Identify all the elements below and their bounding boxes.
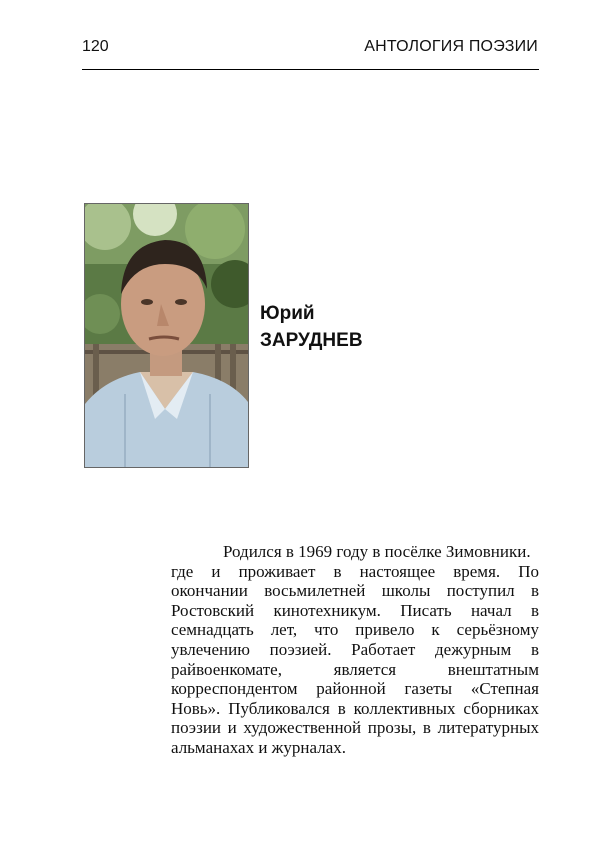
header-rule [82,69,539,70]
bio-line: окончании восьмилетней школы поступил в [171,581,539,601]
running-title: АНТОЛОГИЯ ПОЭЗИИ [364,38,538,55]
author-biography [171,542,539,758]
bio-line: Новь». Публиковался в коллективных сборниках [171,698,539,718]
page-number: 120 [82,38,109,55]
author-portrait [84,203,249,468]
bio-line: райвоенкомате, является внештатным [171,659,539,679]
bio-line: Ростовский кинотехникум. Писать начал в [171,600,539,620]
bio-line: корреспондентом районной газеты «Степная [171,679,539,699]
bio-line: Родился в 1969 году в посёлке Зимовники. [223,542,531,561]
page-header [82,38,538,60]
bio-line: семнадцать лет, что привело к серьёзному [171,620,539,640]
bio-line: где и проживает в настоящее время. По [171,561,539,581]
author-first-name: Юрий [260,303,315,324]
author-last-name: ЗАРУДНЕВ [260,330,363,351]
bio-line: альманахах и журналах. [171,737,346,757]
bio-line: поэзии и художественной прозы, в литературных [171,718,539,738]
bio-line: увлечению поэзией. Работает дежурным в [171,639,539,659]
author-name [260,300,363,354]
